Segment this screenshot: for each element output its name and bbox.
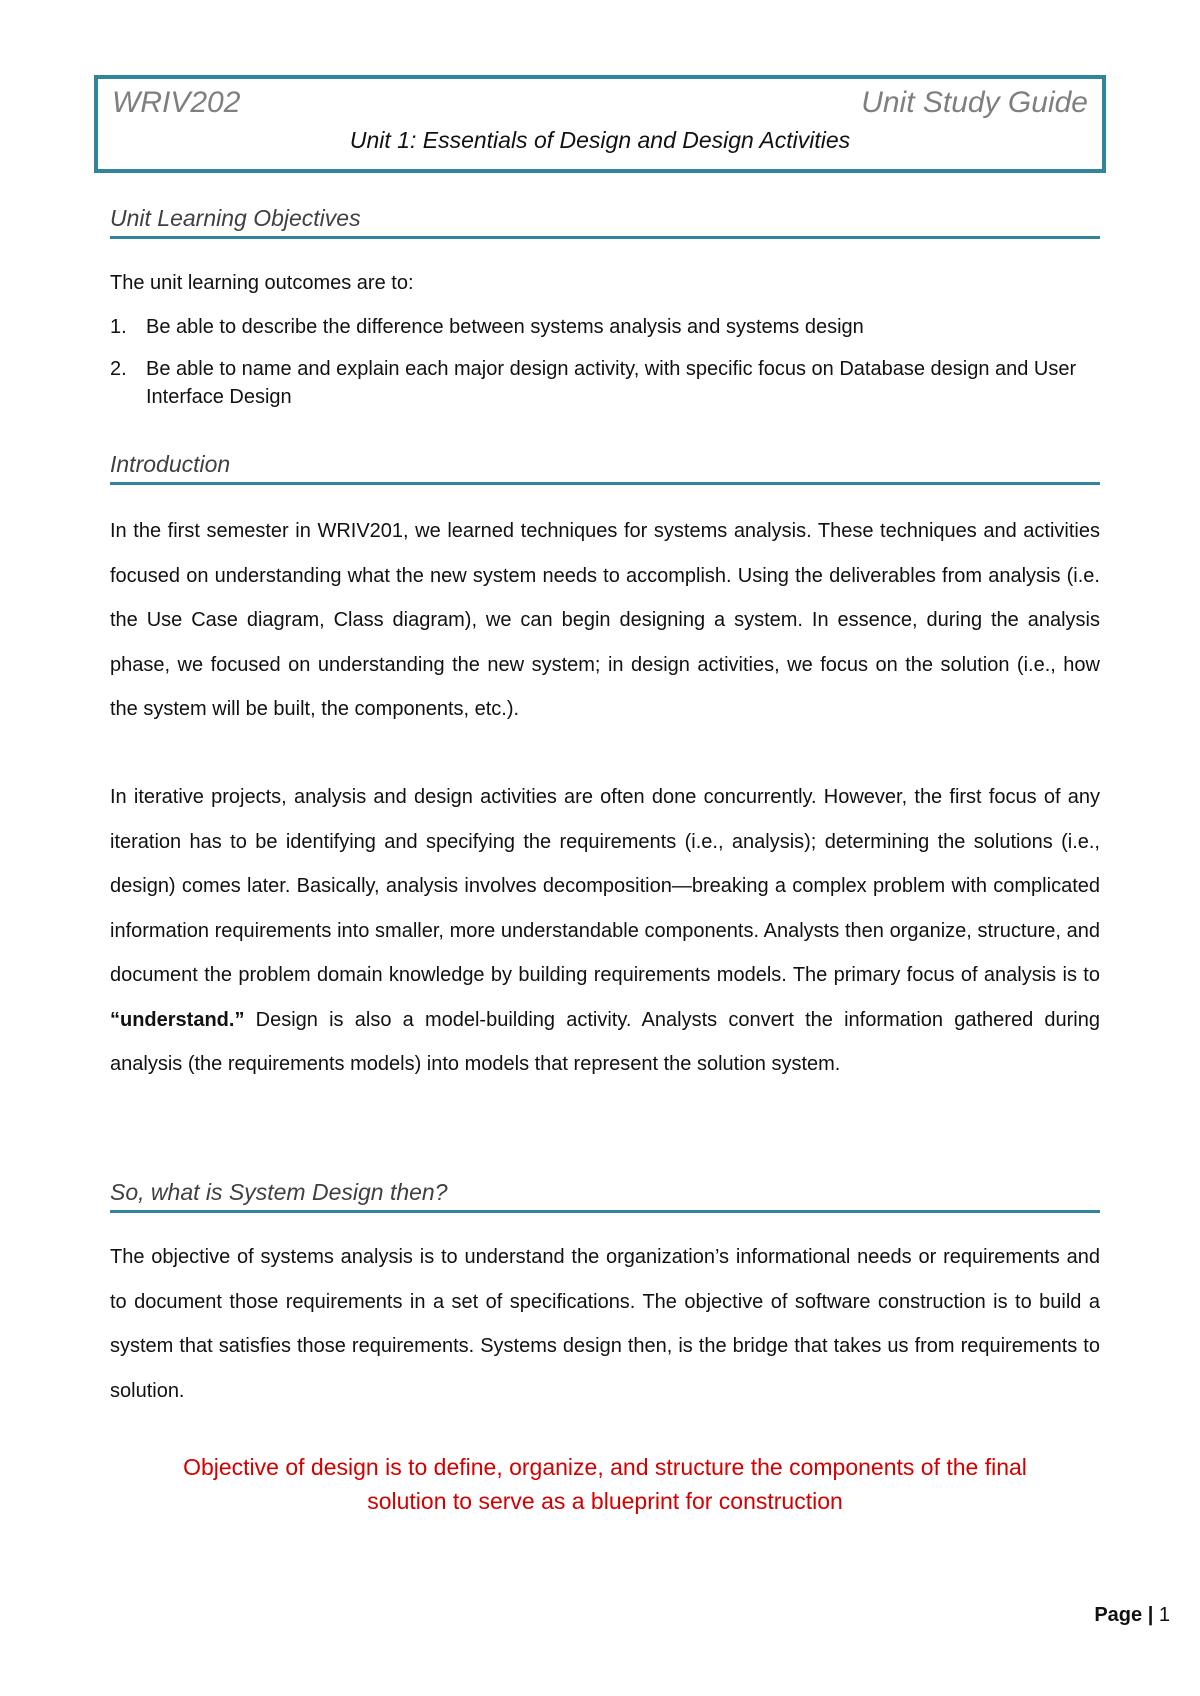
list-item bbox=[110, 313, 1100, 341]
emphasis-text: “understand.” bbox=[110, 1008, 245, 1031]
introduction-heading: Introduction bbox=[110, 451, 1100, 485]
introduction-paragraph-2 bbox=[110, 775, 1100, 1087]
page-header bbox=[94, 75, 1106, 173]
list-item-text: Be able to describe the difference between systems analysis and systems design bbox=[146, 316, 864, 338]
list-item bbox=[110, 355, 1100, 411]
objectives-heading: Unit Learning Objectives bbox=[110, 205, 1100, 239]
unit-title: Unit 1: Essentials of Design and Design Activities bbox=[349, 127, 851, 153]
list-item-number: 2. bbox=[110, 358, 127, 380]
introduction-paragraph-1: In the first semester in WRIV201, we learned techniques for systems analysis. These techniques and activities focused on understanding what the new system needs to accomplish. Using the deliverables from analysis (i.e. the Use Case diagram, Class diagram), we can begin designing a system. In essence, during the analysis phase, we focused on understanding the new system; in design activities, we focus on the solution (i.e., how the system will be built, the components, etc.). bbox=[110, 520, 1100, 720]
paragraph-text: In iterative projects, analysis and design activities are often done concurrently. However, the first focus of any iteration has to be identifying and specifying the requirements (i.e., analysis); determining the solutions (i.e., design) comes later. Basically, analysis involves decomposition—breaking a complex problem with complicated information requirements into smaller, more understandable components. Analysts then organize, structure, and document the problem domain knowledge by building requirements models. The primary focus of analysis is to bbox=[110, 786, 1100, 986]
design-objective-callout bbox=[110, 1450, 1100, 1518]
page-label: Page bbox=[1094, 1604, 1143, 1626]
list-item-number: 1. bbox=[110, 316, 127, 338]
page-footer bbox=[1094, 1604, 1170, 1627]
guide-title: Unit Study Guide bbox=[861, 86, 1088, 119]
paragraph-text: Design is also a model-building activity. Analysts convert the information gathered during analysis (the requirements models) into models that represent the solution system. bbox=[110, 1008, 1100, 1075]
callout-line: Objective of design is to define, organize, and structure the components of the final bbox=[183, 1454, 1027, 1480]
system-design-heading: So, what is System Design then? bbox=[110, 1179, 1100, 1213]
course-code: WRIV202 bbox=[112, 86, 241, 119]
list-item-text: Be able to name and explain each major design activity, with specific focus on Database design and User Interface Design bbox=[146, 358, 1077, 408]
page-separator: | bbox=[1147, 1604, 1154, 1626]
objectives-list bbox=[110, 313, 1100, 425]
page-number: 1 bbox=[1158, 1604, 1170, 1626]
system-design-paragraph: The objective of systems analysis is to understand the organization’s informational needs or requirements and to document those requirements in a set of specifications. The objective of software construction is to build a system that satisfies those requirements. Systems design then, is the bridge that takes us from requirements to solution. bbox=[110, 1246, 1100, 1402]
callout-line: solution to serve as a blueprint for construction bbox=[367, 1488, 843, 1514]
objectives-lead: The unit learning outcomes are to: bbox=[110, 272, 414, 294]
